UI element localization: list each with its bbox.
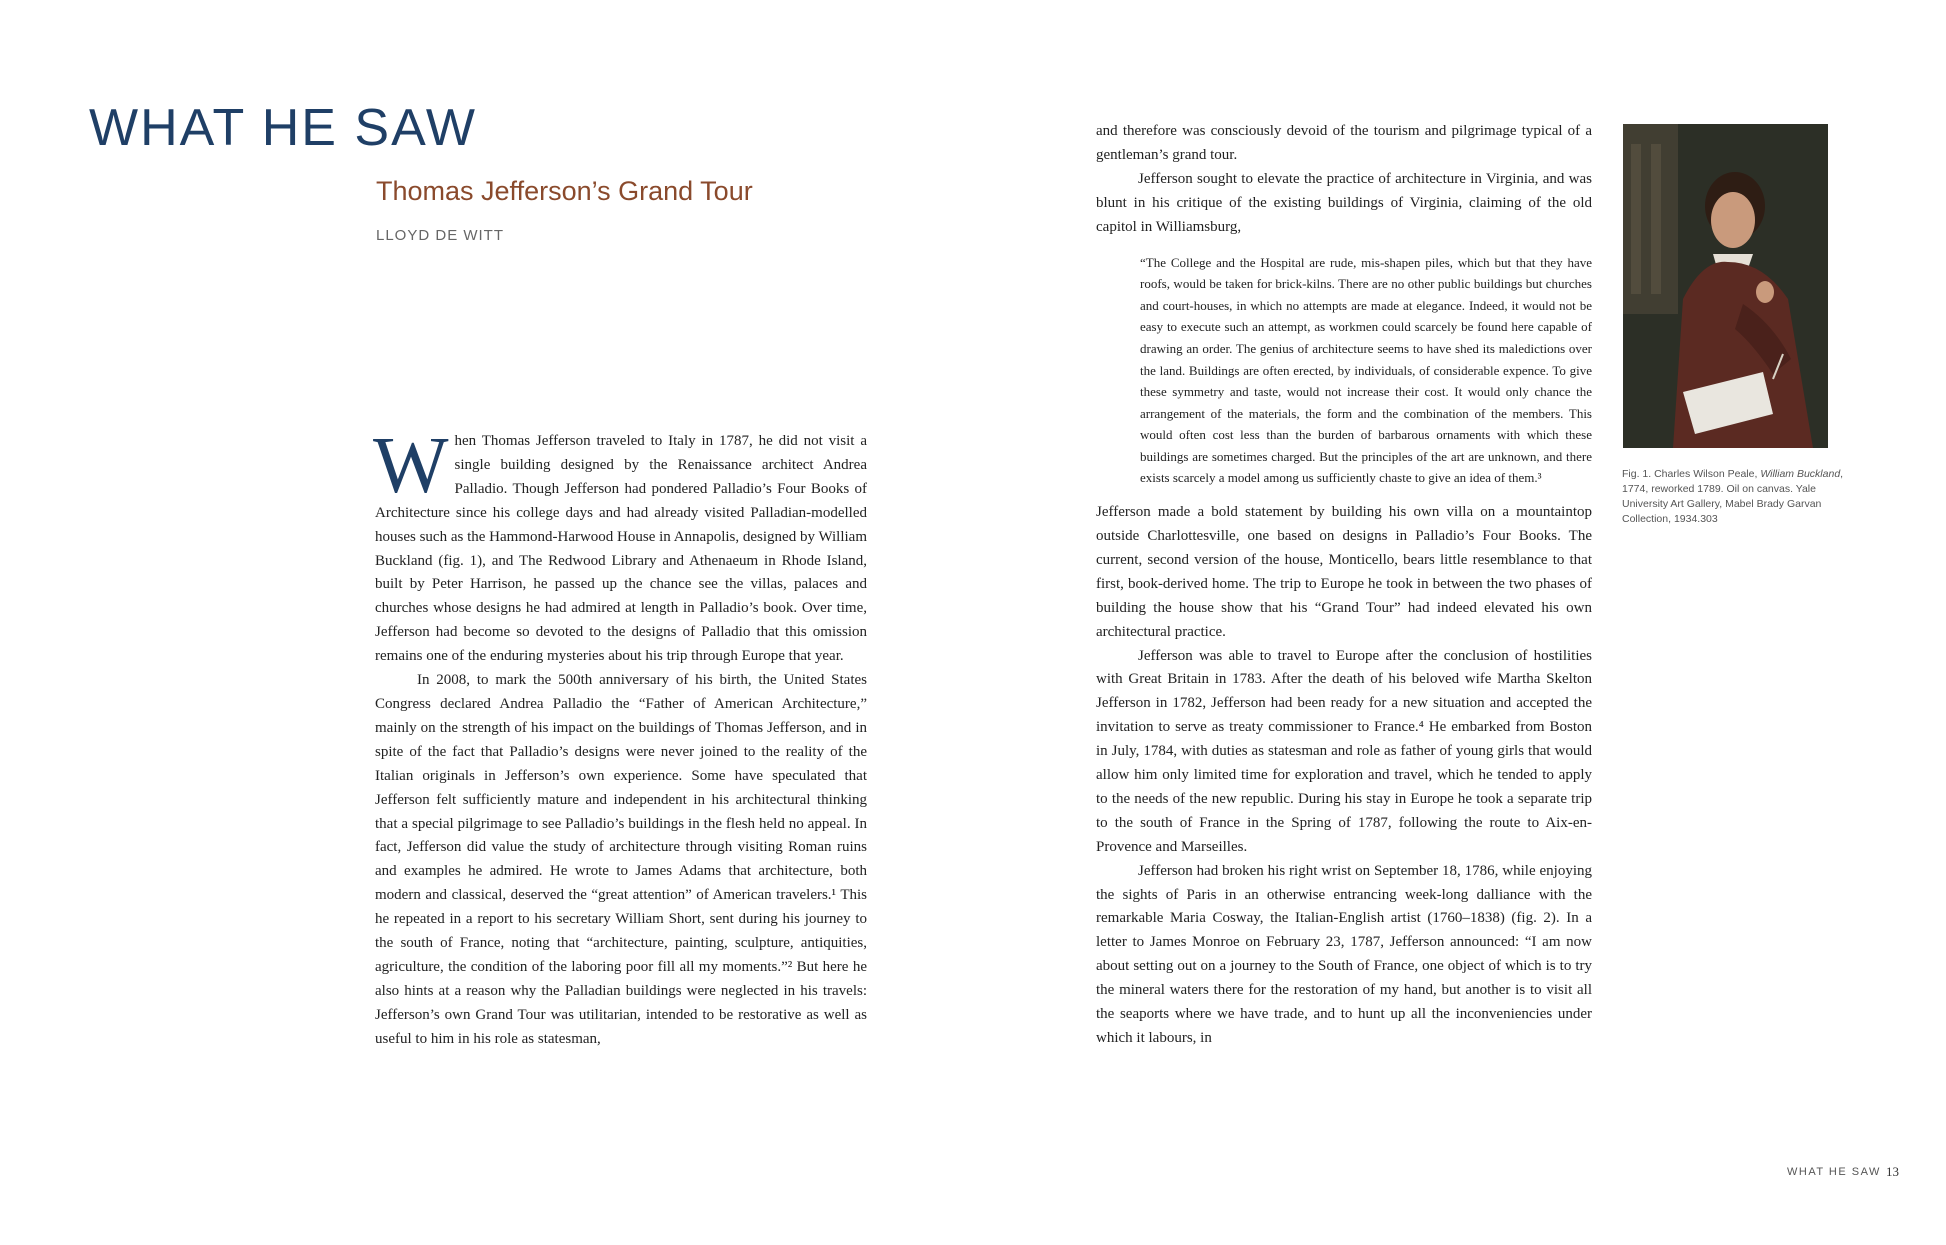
drop-cap: W — [373, 422, 449, 510]
paragraph: Jefferson had broken his right wrist on September 18, 1786, while enjoying the sights of Paris in an otherwise entrancing week-long dalliance with the remarkable Maria Cosway, the Italian-English artist (1760–1838) (fig. 2). In a letter to James Monroe on February 23, 1787, Jefferson announced: “I am now about setting out on a journey to the South of France, one object of which is to try the mineral waters there for the restoration of my hand, but another is to visit all the seaports where we have trade, and to hunt up all the inconveniencies under which it labours, in — [1096, 862, 1592, 1046]
paragraph — [373, 422, 867, 669]
portrait-illustration — [1623, 124, 1828, 448]
paragraph: In 2008, to mark the 500th anniversary of his birth, the United States Congress declared Andrea Palladio the “Father of American Architecture,” mainly on the strength of his impact on the buildings of Thomas Jefferson, and in spite of the fact that Palladio’s designs were never joined to the reality of the Italian originals in Jefferson’s own experience. Some have speculated that Jefferson felt sufficiently mature and independent in his architectural thinking that a special pilgrimage to see Palladio’s buildings in the flesh held no appeal. In fact, Jefferson did value the study of architecture through visiting Roman ruins and examples he admired. He wrote to James Adams that architecture, both modern and classical, deserved the “great attention” of American travelers.¹ This he repeated in a report to his secretary William Short, sent during his journey to the south of France, noting that “architecture, painting, sculpture, antiquities, agriculture, the condition of the laboring poor fill all my moments.”² But here he also hints at a reason why the Palladian buildings were neglected in his travels: Jefferson’s own Grand Tour was utilitarian, intended to be restorative as well as useful to him in his role as statesman, — [375, 672, 867, 1047]
right-text-column — [1096, 120, 1592, 1051]
paragraph: and therefore was consciously devoid of the tourism and pilgrimage typical of a gentleman’s grand tour. — [1096, 123, 1592, 163]
running-footer: WHAT HE SAW — [1787, 1166, 1881, 1178]
section-title: WHAT HE SAW — [89, 99, 477, 157]
caption-artwork-title: William Buckland — [1760, 468, 1841, 480]
caption-suffix: , 1774, reworked 1789. Oil on canvas. Yale University Art Gallery, Mabel Brady Garvan Collection, 1934.303 — [1622, 468, 1844, 525]
author-byline: LLOYD DE WITT — [376, 227, 505, 244]
portrait-painting-image — [1623, 124, 1828, 448]
paragraph-text: hen Thomas Jefferson traveled to Italy in 1787, he did not visit a single building designed by the Renaissance architect Andrea Palladio. Though Jefferson had pondered Palladio’s Four Books of Architecture since his college days and had already visited Palladian-modelled houses such as the Hammond-Harwood House in Annapolis, designed by William Buckland (fig. 1), and The Redwood Library and Athenaeum in Rhode Island, built by Peter Harrison, he passed up the chance see the villas, palaces and churches whose designs he had admired at length in Palladio’s book. Over time, Jefferson had become so devoted to the designs of Palladio that this omission remains one of the enduring mysteries about his trip through Europe that year. — [375, 433, 867, 665]
paragraph: Jefferson made a bold statement by building his own villa on a mountaintop outside Charlottesville, one based on designs in Palladio’s Four Books. The current, second version of the house, Monticello, bears little resemblance to that first, book-derived home. The trip to Europe he took in between the two phases of building the house show that his “Grand Tour” had indeed elevated his own architectural practice. — [1096, 504, 1592, 640]
caption-prefix: Fig. 1. Charles Wilson Peale, — [1622, 468, 1761, 480]
article-subtitle: Thomas Jefferson’s Grand Tour — [376, 176, 753, 206]
paragraph: Jefferson sought to elevate the practice of architecture in Virginia, and was blunt in his critique of the existing buildings of Virginia, claiming of the old capitol in Williamsburg, — [1096, 170, 1592, 235]
block-quote: “The College and the Hospital are rude, mis-shapen piles, which but that they have roofs, would be taken for brick-kilns. There are no other public buildings but churches and court-houses, in which no attempts are made at elegance. Indeed, it would not be easy to execute such an attempt, as workmen could scarcely be found here capable of drawing an order. The genius of architecture seems to have shed its maledictions over the land. Buildings are often erected, by individuals, of considerable expence. To give these symmetry and taste, would not increase their cost. It would only chance the arrangement of the materials, the form and the combination of the members. This would often cost less than the burden of barbarous ornaments with which these buildings are sometimes charged. But the principles of the art are unknown, and there exists scarcely a model among us sufficiently chaste to give an idea of them.³ — [1140, 254, 1592, 486]
left-text-column — [373, 422, 867, 1052]
figure-caption — [1622, 467, 1858, 527]
page-number: 13 — [1886, 1164, 1899, 1179]
paragraph: Jefferson was able to travel to Europe after the conclusion of hostilities with Great Britain in 1783. After the death of his beloved wife Martha Skelton Jefferson in 1782, Jefferson had been ready for a new situation and accepted the invitation to serve as treaty commissioner to France.⁴ He embarked from Boston in July, 1784, with duties as statesman and role as father of young girls that would allow him only limited time for exploration and travel, which he tended to apply to the needs of the new republic. During his stay in Europe he took a separate trip to the south of France in the Spring of 1787, following the route to Aix-en-Provence and Marseilles. — [1096, 647, 1592, 855]
